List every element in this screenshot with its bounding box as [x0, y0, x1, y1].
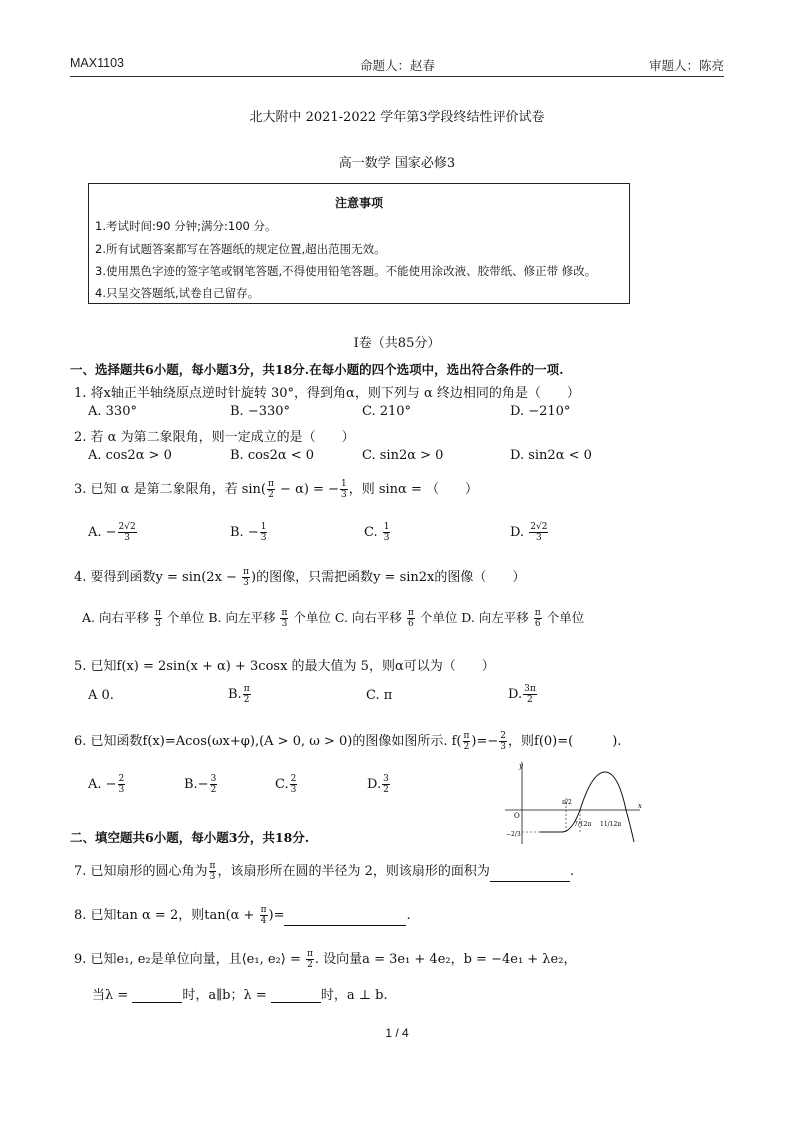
q6-option-d: D. $\frac{3}{2}$	[367, 774, 389, 795]
notice-item: 4.只呈交答题纸,试卷自己留存。	[95, 286, 260, 300]
q5-option-c: C. π	[366, 688, 393, 703]
q3-option-d: D. $\frac{2√2}{3}$	[510, 522, 548, 543]
q2-option-d: D. sin2α < 0	[510, 448, 592, 463]
q2-stem: 2. 若 α 为第二象限角，则一定成立的是（ ）	[74, 430, 355, 445]
tick-seven-twelfths: 7/12π	[574, 821, 592, 828]
q9-answer-blank-2	[271, 990, 321, 1003]
notice-item: 2.所有试题答案都写在答题纸的规定位置,超出范围无效。	[95, 242, 386, 256]
exam-title: 北大附中 2021-2022 学年第3学段终结性评价试卷	[249, 110, 545, 125]
q1-option-a: A. 330°	[88, 404, 137, 419]
q6-option-c: C. $\frac{2}{3}$	[275, 774, 297, 795]
q9-line2: 当λ = 时，a∥b；λ = 时，a ⊥ b.	[92, 988, 388, 1003]
exam-subtitle: 高一数学 国家必修3	[338, 156, 456, 171]
q7-answer-blank	[490, 869, 570, 882]
q6-option-b: B.− $\frac{3}{2}$	[184, 774, 217, 795]
notice-title: 注意事项	[334, 196, 383, 210]
q4-options: A. 向右平移 $\frac{\pi}{3}$ 个单位 B. 向左平移 $\frac{\pi}{3}$ 个单位 C. 向右平移 $\frac{\pi}{6}$ 个单位 D. 向左平移 $\frac{\pi}{6}$ 个单位	[82, 608, 585, 629]
q9-answer-blank-1	[132, 990, 182, 1003]
q3-option-a: A. − $\frac{2√2}{3}$	[88, 522, 136, 543]
part1-title: Ⅰ卷（共85分）	[353, 336, 441, 351]
x-axis-label: x	[638, 802, 642, 810]
q5-stem: 5. 已知f(x) = 2sin(x + α) + 3cosx 的最大值为 5，则α可以为（ ）	[74, 659, 495, 674]
cosine-curve	[540, 772, 634, 842]
q6-stem: 6. 已知函数f(x)=Acos(ωx+φ),(A > 0, ω > 0)的图像如图所示. f( $\frac{\pi}{2}$ )=− $\frac{2}{3}$ ，则f(0)=( ).	[74, 731, 622, 752]
q8-stem: 8. 已知tan α = 2，则tan(α + $\frac{\pi}{4}$ )= .	[74, 905, 411, 926]
tick-neg-two-thirds: −2/3	[506, 831, 521, 838]
origin-label: O	[514, 812, 520, 820]
q3-option-b: B. − $\frac{1}{3}$	[230, 522, 267, 543]
q3-option-c: C. $\frac{1}{3}$	[364, 522, 390, 543]
q6-option-a: A. − $\frac{2}{3}$	[88, 774, 125, 795]
header-divider	[70, 76, 724, 77]
q5-option-a: A 0.	[88, 688, 114, 703]
q7-stem: 7. 已知扇形的圆心角为 $\frac{\pi}{3}$ ，该扇形所在圆的半径为 2，则该扇形的面积为 .	[74, 861, 575, 882]
section2-heading: 二、填空题共6小题，每小题3分，共18分.	[70, 830, 310, 845]
notice-item: 1.考试时间:90 分钟;满分:100 分。	[95, 219, 277, 233]
q1-stem: 1. 将x轴正半轴绕原点逆时针旋转 30°，得到角α，则下列与 α 终边相同的角是（ ）	[74, 386, 580, 401]
section1-heading: 一、选择题共6小题，每小题3分，共18分.在每小题的四个选项中，选出符合条件的一项.	[70, 362, 564, 377]
function-graph	[500, 758, 645, 846]
q2-option-a: A. cos2α > 0	[88, 448, 172, 463]
notice-item: 3.使用黑色字迹的签字笔或钢笔答题,不得使用铅笔答题。不能使用涂改液、胶带纸、修正带 修改。	[95, 264, 597, 278]
q3-stem: 3. 已知 α 是第二象限角，若 sin( $\frac{\pi}{2}$ − α) = − $\frac{1}{3}$ ，则 sinα = （ ）	[74, 479, 478, 500]
page-number: 1 / 4	[385, 1026, 409, 1040]
q4-stem: 4. 要得到函数y = sin(2x − $\frac{\pi}{3}$ )的图像，只需把函数y = sin2x的图像（ ）	[74, 567, 526, 588]
tick-pi-over-2: π/2	[562, 799, 572, 806]
author: 命题人：赵春	[360, 59, 436, 73]
q5-option-b: B. $\frac{\pi}{2}$	[228, 684, 250, 705]
q2-option-c: C. sin2α > 0	[362, 448, 444, 463]
y-axis-label: y	[519, 762, 523, 770]
q5-option-d: D. $\frac{3\pi}{2}$	[508, 684, 536, 705]
reviewer: 审题人：陈亮	[648, 59, 724, 73]
q1-option-d: D. −210°	[510, 404, 571, 419]
exam-code: MAX1103	[70, 56, 124, 70]
q1-option-b: B. −330°	[230, 404, 291, 419]
notice-box	[88, 183, 630, 304]
q1-option-c: C. 210°	[362, 404, 412, 419]
q2-option-b: B. cos2α < 0	[230, 448, 315, 463]
q8-answer-blank	[284, 913, 406, 926]
q9-line1: 9. 已知e₁, e₂是单位向量，且⟨e₁, e₂⟩ = $\frac{\pi}{2}$ . 设向量a = 3e₁ + 4e₂，b = −4e₁ + λe₂，	[74, 949, 577, 970]
tick-eleven-twelfths: 11/12π	[600, 821, 622, 828]
